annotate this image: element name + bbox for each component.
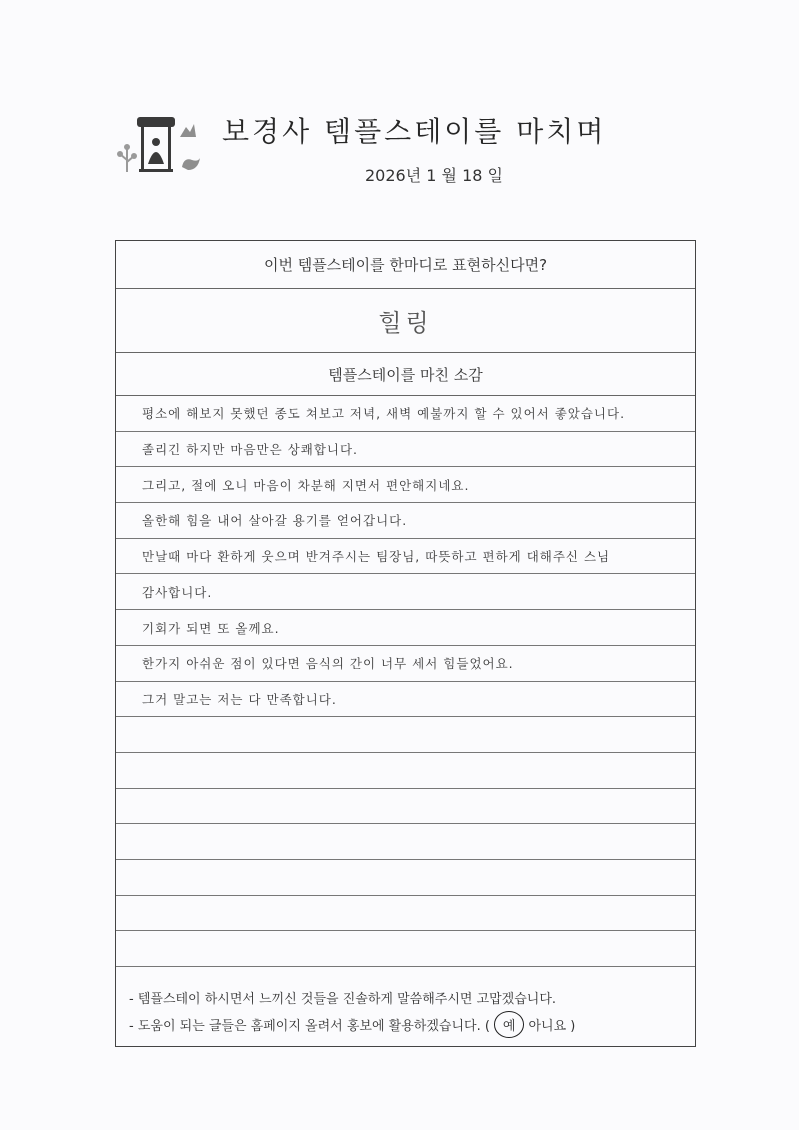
impression-line[interactable]	[116, 753, 695, 789]
feedback-form	[115, 240, 696, 1047]
option-yes-circled[interactable]: 예	[494, 1011, 525, 1038]
option-no[interactable]: 아니요 )	[528, 1019, 576, 1034]
date: 2026년 1 월 18 일	[365, 166, 503, 185]
impressions-heading: 템플스테이를 마친 소감	[328, 365, 483, 384]
impression-line[interactable]: 그거 말고는 저는 다 만족합니다.	[116, 682, 695, 718]
impression-line[interactable]: 평소에 해보지 못했던 종도 쳐보고 저녁, 새벽 예불까지 할 수 있어서 좋았습니다.	[116, 396, 695, 432]
question-label: 이번 템플스테이를 한마디로 표현하신다면?	[263, 256, 548, 274]
impression-line[interactable]: 감사합니다.	[116, 575, 695, 611]
question-row	[116, 241, 695, 289]
answer-text[interactable]: 힐링	[378, 309, 433, 337]
impression-line[interactable]	[116, 896, 695, 932]
note-1: - 템플스테이 하시면서 느끼신 것들을 진솔하게 말씀해주시면 고맙겠습니다.	[129, 992, 557, 1007]
impression-line[interactable]	[116, 789, 695, 825]
impression-line[interactable]: 그리고, 절에 오니 마음이 차분해 지면서 편안해지네요.	[116, 467, 695, 503]
impressions-heading-row	[116, 353, 695, 396]
temple-logo-icon	[112, 112, 207, 182]
impression-line[interactable]: 기회가 되면 또 올께요.	[116, 610, 695, 646]
impression-line[interactable]	[116, 860, 695, 896]
impression-line[interactable]: 올한해 힘을 내어 살아갈 용기를 얻어갑니다.	[116, 503, 695, 539]
impression-line[interactable]	[116, 932, 695, 968]
answer-row	[116, 289, 695, 353]
note-2-text: - 도움이 되는 글들은 홈페이지 올려서 홍보에 활용하겠습니다. (	[129, 1019, 490, 1034]
note-2	[129, 1011, 575, 1038]
impression-line[interactable]	[116, 824, 695, 860]
impression-line[interactable]	[116, 717, 695, 753]
page-title: 보경사 템플스테이를 마치며	[222, 115, 607, 148]
impression-line[interactable]: 한가지 아쉬운 점이 있다면 음식의 간이 너무 세서 힘들었어요.	[116, 646, 695, 682]
impression-line[interactable]: 졸리긴 하지만 마음만은 상쾌합니다.	[116, 432, 695, 468]
impression-line[interactable]: 만날때 마다 환하게 웃으며 반겨주시는 팀장님, 따뜻하고 편하게 대해주신 스님	[116, 539, 695, 575]
